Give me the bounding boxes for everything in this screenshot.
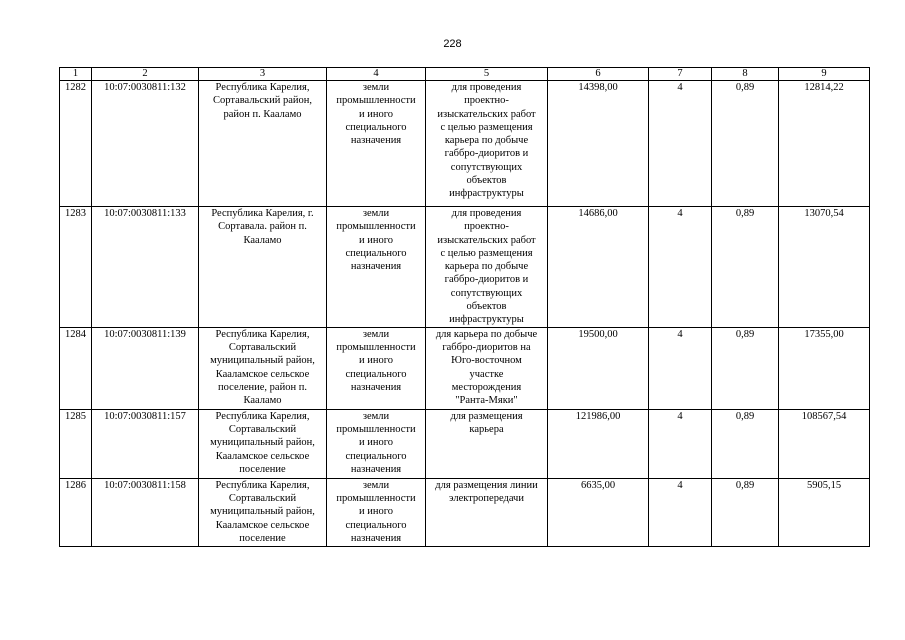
area-cell: 14686,00 [548,207,649,328]
table-row [60,478,870,546]
area-cell: 6635,00 [548,478,649,546]
header-cell: 7 [649,68,712,81]
column-7-cell: 4 [649,327,712,409]
header-cell: 6 [548,68,649,81]
amount-cell: 17355,00 [779,327,870,409]
header-cell: 4 [327,68,426,81]
cadastral-number-cell: 10:07:0030811:132 [92,81,199,207]
column-7-cell: 4 [649,81,712,207]
amount-cell: 108567,54 [779,409,870,478]
row-number-cell: 1285 [60,409,92,478]
permitted-use-cell: для карьера по добыче габбро-диоритов на Юго-восточном участке месторождения "Ранта-Мяки" [426,327,548,409]
header-cell: 2 [92,68,199,81]
column-7-cell: 4 [649,207,712,328]
area-cell: 14398,00 [548,81,649,207]
land-category-cell: земли промышленности и иного специального назначения [327,81,426,207]
coefficient-cell: 0,89 [712,207,779,328]
permitted-use-cell: для проведения проектно- изыскательских работ с целью размещения карьера по добыче габбро-диоритов и сопутствующих объектов инфраструктуры [426,81,548,207]
permitted-use-cell: для размещения линии электропередачи [426,478,548,546]
header-cell: 9 [779,68,870,81]
table-row [60,81,870,207]
header-cell: 3 [199,68,327,81]
row-number-cell: 1282 [60,81,92,207]
amount-cell: 5905,15 [779,478,870,546]
page-number: 228 [443,38,462,50]
coefficient-cell: 0,89 [712,327,779,409]
location-cell: Республика Карелия, Сортавальский муниципальный район, Кааламское сельское поселение, район п. Кааламо [199,327,327,409]
row-number-cell: 1283 [60,207,92,328]
table-row [60,207,870,328]
cadastral-number-cell: 10:07:0030811:139 [92,327,199,409]
area-cell: 121986,00 [548,409,649,478]
table-header-row [60,68,870,81]
header-cell: 8 [712,68,779,81]
amount-cell: 12814,22 [779,81,870,207]
table-row [60,327,870,409]
land-registry-table [59,67,870,547]
permitted-use-cell: для проведения проектно- изыскательских работ с целью размещения карьера по добыче габбро-диоритов и сопутствующих объектов инфраструктуры [426,207,548,328]
header-cell: 5 [426,68,548,81]
amount-cell: 13070,54 [779,207,870,328]
column-7-cell: 4 [649,409,712,478]
cadastral-number-cell: 10:07:0030811:157 [92,409,199,478]
land-category-cell: земли промышленности и иного специального назначения [327,409,426,478]
location-cell: Республика Карелия, Сортавальский муниципальный район, Кааламское сельское поселение [199,409,327,478]
land-category-cell: земли промышленности и иного специального назначения [327,327,426,409]
coefficient-cell: 0,89 [712,409,779,478]
table-row [60,409,870,478]
land-category-cell: земли промышленности и иного специального назначения [327,207,426,328]
permitted-use-cell: для размещения карьера [426,409,548,478]
area-cell: 19500,00 [548,327,649,409]
location-cell: Республика Карелия, Сортавальский муниципальный район, Кааламское сельское поселение [199,478,327,546]
cadastral-number-cell: 10:07:0030811:133 [92,207,199,328]
row-number-cell: 1284 [60,327,92,409]
location-cell: Республика Карелия, г. Сортавала. район п. Кааламо [199,207,327,328]
cadastral-number-cell: 10:07:0030811:158 [92,478,199,546]
header-cell: 1 [60,68,92,81]
location-cell: Республика Карелия, Сортавальский район, район п. Кааламо [199,81,327,207]
coefficient-cell: 0,89 [712,478,779,546]
column-7-cell: 4 [649,478,712,546]
coefficient-cell: 0,89 [712,81,779,207]
land-category-cell: земли промышленности и иного специального назначения [327,478,426,546]
row-number-cell: 1286 [60,478,92,546]
